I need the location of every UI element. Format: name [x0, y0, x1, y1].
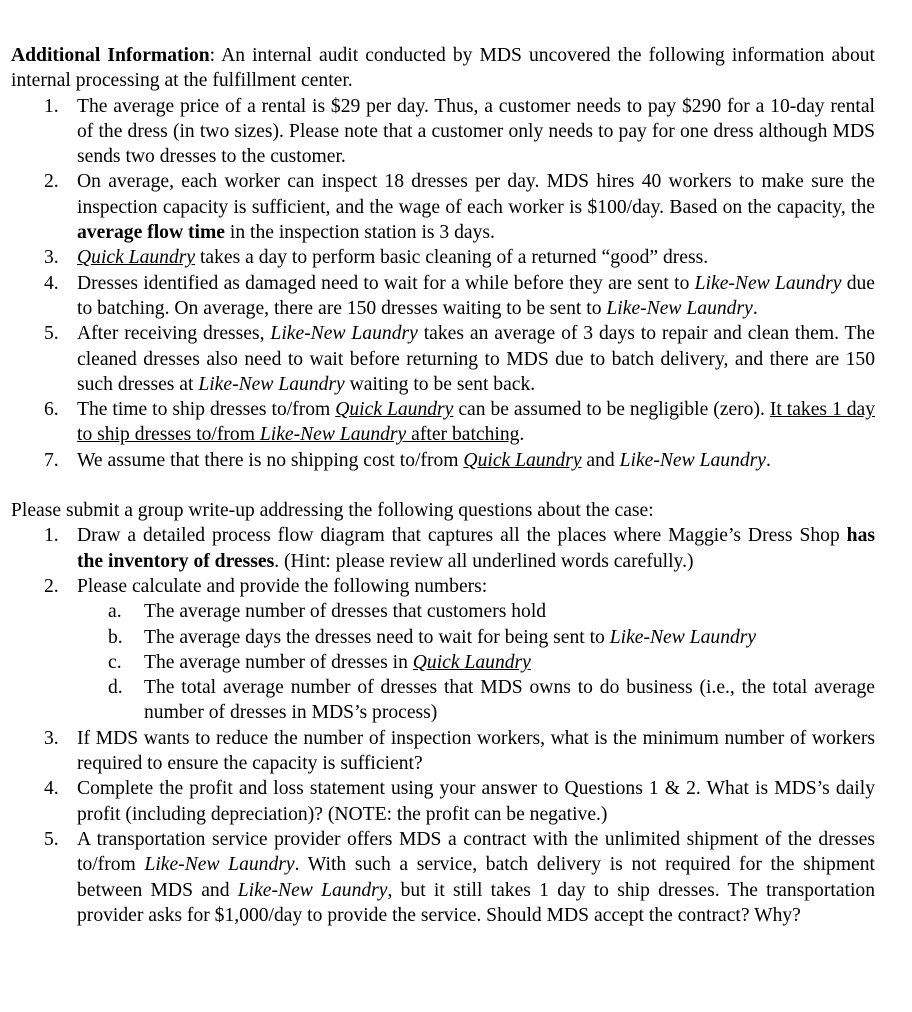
finding-text: On average, each worker can inspect 18 dresses per day. MDS hires 40 workers to make sure the inspection capacity is sufficient, and the wage of each worker is $100/day. Based on the capacity, the: [77, 171, 875, 218]
question-text: . (Hint: please review all underlined words carefully.): [274, 550, 694, 572]
list-item: [11, 169, 875, 245]
list-number: 5.: [44, 323, 59, 345]
list-item: [11, 776, 875, 827]
list-number: 4.: [44, 778, 59, 800]
sub-question-text: The average number of dresses in: [144, 651, 413, 673]
finding-text: can be assumed to be negligible (zero).: [453, 399, 770, 421]
finding-text: We assume that there is no shipping cost to/from: [77, 449, 464, 471]
finding-text: The average price of a rental is $29 per day. Thus, a customer needs to pay $290 for a 10-day rental of the dress (in two sizes). Please note that a customer only needs to pay for one dress although MDS sends two dresses to the customer.: [77, 95, 875, 168]
sub-list-item: [77, 625, 875, 650]
finding-text: Dresses identified as damaged need to wait for a while before they are sent to: [77, 272, 695, 294]
additional-information-heading: Additional Information: [11, 45, 210, 66]
underlined-italic-phrase: Quick Laundry: [412, 651, 531, 673]
list-item: [11, 271, 875, 322]
additional-information-intro: : An internal audit conducted by MDS uncovered the following information about internal processing at the fulfillment center.: [11, 45, 875, 92]
list-item: [11, 574, 875, 726]
italic-phrase: Like-New Laundry: [144, 854, 295, 876]
italic-phrase: Like-New Laundry: [609, 626, 757, 648]
italic-phrase: Like-New Laundry: [694, 272, 842, 294]
finding-text: .: [766, 449, 771, 471]
list-item: [11, 726, 875, 777]
sub-list-letter: a.: [108, 601, 122, 623]
italic-phrase: Like-New Laundry: [237, 879, 388, 901]
list-number: 5.: [44, 828, 59, 850]
section-spacer: [11, 473, 875, 498]
italic-phrase: Like-New Laundry: [270, 323, 418, 345]
finding-text: .: [752, 297, 758, 319]
question-text: , but it still takes 1 day to ship dresses. The transportation provider asks for $1,000/day to provide the service. Should MDS accept the contract? Why?: [77, 879, 876, 926]
finding-text: After receiving dresses,: [77, 323, 271, 345]
sub-list-item: [77, 675, 875, 726]
sub-question-list: [77, 599, 875, 725]
sub-question-text: The average days the dresses need to wait for being sent to: [144, 626, 610, 648]
italic-phrase: Like-New Laundry: [619, 449, 767, 471]
list-number: 3.: [44, 247, 59, 269]
question-text: . With such a service, batch delivery is not required for the shipment between MDS and: [77, 854, 875, 901]
italic-phrase: Like-New Laundry: [259, 424, 407, 446]
list-item: [11, 523, 875, 574]
list-number: 1.: [44, 95, 59, 117]
finding-text: takes a day to perform basic cleaning of a returned “good” dress.: [195, 247, 709, 269]
italic-phrase: Like-New Laundry: [606, 297, 753, 319]
sub-list-letter: b.: [108, 626, 123, 648]
list-number: 1.: [44, 525, 59, 547]
list-item: [11, 94, 875, 170]
finding-text: in the inspection station is 3 days.: [224, 222, 495, 244]
question-text: Draw a detailed process flow diagram that captures all the places where Maggie’s Dress Shop: [77, 525, 847, 547]
question-text: Complete the profit and loss statement using your answer to Questions 1 & 2. What is MDS’s daily profit (including depreciation)? (NOTE: the profit can be negative.): [77, 778, 875, 825]
bold-phrase: average flow time: [77, 222, 225, 244]
finding-text: due to batching. On average, there are 150 dresses waiting to be sent to: [77, 272, 875, 319]
sub-list-letter: d.: [108, 677, 123, 699]
sub-list-item: [77, 650, 875, 675]
sub-question-text: The average number of dresses that customers hold: [144, 601, 547, 623]
questions-list: [11, 523, 875, 928]
finding-text: waiting to be sent back.: [344, 373, 536, 395]
additional-information-paragraph: [11, 43, 875, 94]
bold-phrase: has the inventory of dresses: [77, 525, 875, 572]
list-number: 4.: [44, 272, 59, 294]
list-item: [11, 397, 875, 448]
list-item: [11, 827, 875, 928]
question-text: A transportation service provider offers MDS a contract with the unlimited shipment of the dresses to/from: [77, 828, 875, 876]
underlined-text: after batching: [406, 424, 520, 446]
sub-question-text: The total average number of dresses that MDS owns to do business (i.e., the total average number of dresses in MDS’s process): [144, 677, 875, 724]
underlined-italic-phrase: Quick Laundry: [77, 247, 196, 269]
list-number: 2.: [44, 171, 59, 193]
list-number: 2.: [44, 575, 59, 597]
finding-text: .: [519, 424, 525, 446]
sub-list-item: [77, 599, 875, 624]
underlined-italic-phrase: Quick Laundry: [335, 399, 454, 421]
finding-text: The time to ship dresses to/from: [77, 399, 336, 421]
list-number: 3.: [44, 727, 59, 749]
questions-intro: Please submit a group write-up addressing the following questions about the case:: [11, 500, 654, 522]
list-item: [11, 321, 875, 397]
list-number: 7.: [44, 449, 59, 471]
audit-findings-list: [11, 94, 875, 473]
underlined-italic-phrase: Quick Laundry: [463, 449, 582, 471]
document-page: [11, 43, 875, 928]
list-item: [11, 245, 875, 270]
finding-text: takes an average of 3 days to repair and clean them. The cleaned dresses also need to wait before returning to MDS due to batch delivery, and there are 150 such dresses at: [77, 323, 876, 395]
finding-text: and: [581, 449, 620, 471]
question-text: If MDS wants to reduce the number of inspection workers, what is the minimum number of workers required to ensure the capacity is sufficient?: [77, 727, 875, 775]
question-text: Please calculate and provide the following numbers:: [77, 575, 488, 597]
underlined-text: It takes 1 day to ship dresses to/from: [77, 399, 876, 446]
list-item: [11, 448, 875, 473]
list-number: 6.: [44, 399, 59, 421]
italic-phrase: Like-New Laundry: [198, 373, 345, 395]
sub-list-letter: c.: [108, 651, 122, 673]
